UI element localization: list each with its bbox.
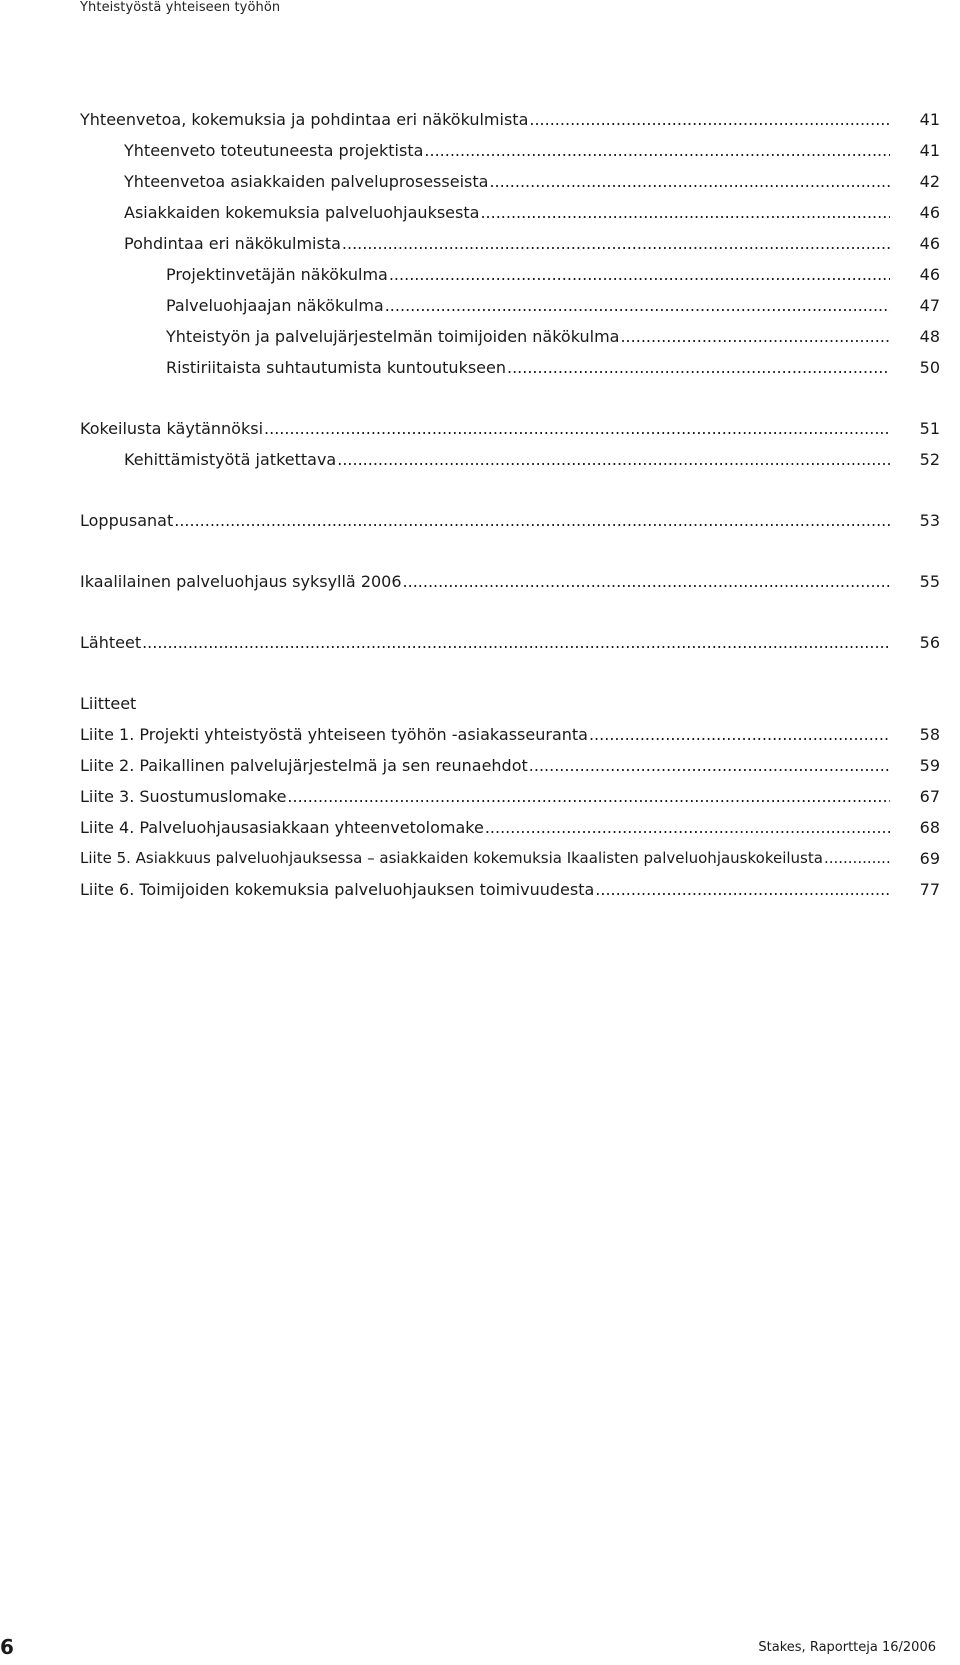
running-header: Yhteistyöstä yhteiseen työhön [80, 0, 281, 15]
toc-entry-title: Loppusanat [80, 505, 174, 536]
toc-entry[interactable] [80, 505, 940, 536]
toc-entry[interactable] [80, 290, 940, 321]
toc-entry[interactable] [80, 444, 940, 475]
spacer [80, 536, 940, 566]
publication-footer: Stakes, Raportteja 16/2006 [758, 1640, 936, 1655]
toc-entry-page: 52 [919, 450, 940, 469]
toc-entry-title: Yhteenvetoa, kokemuksia ja pohdintaa eri näkökulmista [80, 104, 529, 135]
toc-entry-title: Liite 6. Toimijoiden kokemuksia palveluohjauksen toimivuudesta [80, 874, 595, 905]
toc-entry-page: 41 [919, 141, 940, 160]
toc-entry[interactable] [80, 812, 940, 843]
toc-entry-title: Lähteet [80, 627, 142, 658]
toc-entry-title: Liite 4. Palveluohjausasiakkaan yhteenvetolomake [80, 812, 485, 843]
toc-entry-title: Pohdintaa eri näkökulmista [124, 228, 342, 259]
toc-entry-title: Kehittämistyötä jatkettava [124, 444, 337, 475]
toc-entry-page: 51 [919, 419, 940, 438]
toc-entry[interactable] [80, 228, 940, 259]
toc-entry-page: 53 [919, 511, 940, 530]
toc-entry-title: Asiakkaiden kokemuksia palveluohjauksesta [124, 197, 480, 228]
toc-entry[interactable] [80, 566, 940, 597]
toc-entry-title: Liite 1. Projekti yhteistyöstä yhteiseen työhön -asiakasseuranta [80, 719, 589, 750]
toc-entry-title: Liite 3. Suostumuslomake [80, 781, 287, 812]
toc-entry-page: 55 [919, 572, 940, 591]
toc-entry-page: 50 [919, 358, 940, 377]
toc-entry-title: Ristiriitaista suhtautumista kuntoutukseen [166, 352, 507, 383]
toc-entry-title: Kokeilusta käytännöksi [80, 413, 264, 444]
toc-entry-page: 47 [919, 296, 940, 315]
toc-entry[interactable] [80, 627, 940, 658]
toc-entry-title: Liite 2. Paikallinen palvelujärjestelmä ja sen reunaehdot [80, 750, 529, 781]
toc-entry-title: Ikaalilainen palveluohjaus syksyllä 2006 [80, 566, 403, 597]
toc-entry-page: 41 [919, 110, 940, 129]
spacer [80, 658, 940, 688]
toc-entry-title: Yhteistyön ja palvelujärjestelmän toimijoiden näkökulma [166, 321, 620, 352]
toc-entry-page: 46 [919, 203, 940, 222]
toc-entry[interactable] [80, 104, 940, 135]
toc-entry[interactable] [80, 413, 940, 444]
toc-entry[interactable] [80, 781, 940, 812]
toc-entry[interactable] [80, 166, 940, 197]
toc-entry-page: 68 [919, 818, 940, 837]
toc-entry-page: 42 [919, 172, 940, 191]
table-of-contents [80, 104, 940, 905]
toc-entry[interactable] [80, 874, 940, 905]
toc-entry-page: 56 [919, 633, 940, 652]
toc-entry[interactable] [80, 843, 940, 874]
toc-entry-page: 59 [919, 756, 940, 775]
toc-entry-title: Palveluohjaajan näkökulma [166, 290, 385, 321]
toc-entry[interactable] [80, 321, 940, 352]
toc-entry[interactable] [80, 197, 940, 228]
toc-entry-page: 77 [919, 880, 940, 899]
toc-entry[interactable] [80, 750, 940, 781]
appendix-heading: Liitteet [80, 694, 137, 713]
spacer [80, 597, 940, 627]
toc-entry[interactable] [80, 719, 940, 750]
toc-entry[interactable] [80, 352, 940, 383]
spacer [80, 475, 940, 505]
toc-entry-title: Yhteenvetoa asiakkaiden palveluprosesseista [124, 166, 489, 197]
toc-entry-page: 69 [919, 849, 940, 868]
toc-entry-title: Projektinvetäjän näkökulma [166, 259, 389, 290]
toc-entry[interactable] [80, 259, 940, 290]
spacer [80, 383, 940, 413]
toc-entry-page: 48 [919, 327, 940, 346]
toc-entry-title: Yhteenveto toteutuneesta projektista [124, 135, 424, 166]
toc-entry-page: 46 [919, 265, 940, 284]
toc-entry-title: Liite 5. Asiakkuus palveluohjauksessa – asiakkaiden kokemuksia Ikaalisten palveluohjauskokeilusta [80, 843, 824, 874]
toc-entry-page: 46 [919, 234, 940, 253]
toc-entry-page: 58 [919, 725, 940, 744]
page-number: 6 [0, 1635, 14, 1659]
toc-entry-page: 67 [919, 787, 940, 806]
toc-entry[interactable] [80, 135, 940, 166]
